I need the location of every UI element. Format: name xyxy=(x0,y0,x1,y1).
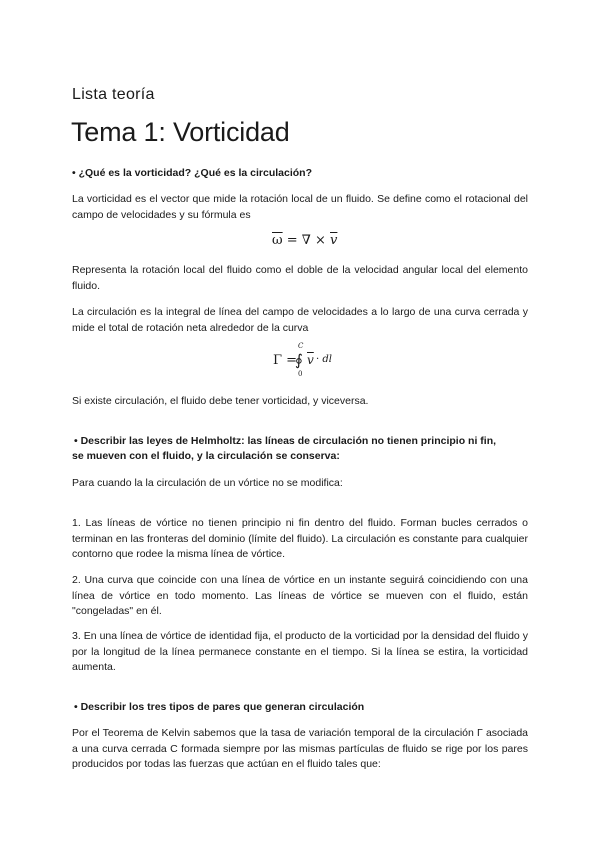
formula-circulation xyxy=(273,342,353,378)
formula-circulation-integral: ∮ xyxy=(295,351,303,369)
law-item-2: 2. Una curva que coincide con una línea de vórtice en un instante seguirá coincidiendo con una línea de vórtice en todo momento. Las líneas de vórtice se mueven con el fluido, están "congeladas" en él. xyxy=(72,574,528,617)
formula-vorticity-rhs: $\overline{v}$ xyxy=(330,233,338,248)
law-item-1: 1. Las líneas de vórtice no tienen principio ni fin dentro del fluido. Forman bucles cerrados o terminan en las fronteras del dominio (límite del fluido). La circulación es constante para cualquier contorno que rodee la misma línea de vórtice. xyxy=(72,517,528,560)
question-helmholtz-line1: • Describir las leyes de Helmholtz: las líneas de circulación no tienen principio ni fin, xyxy=(74,435,497,447)
question-helmholtz-line2: se mueven con el fluido, y la circulación se conserva: xyxy=(72,450,340,462)
formula-circulation-lhs: Γ = xyxy=(273,353,298,368)
formula-circulation-lower-limit: 0 xyxy=(298,370,303,378)
paragraph-circulation-vorticity: Si existe circulación, el fluido debe tener vorticidad, y viceversa. xyxy=(72,395,369,407)
law-item-3: 3. En una línea de vórtice de identidad fija, el producto de la vorticidad por la densidad del fluido y por la longitud de la línea permanece constante en el tiempo. Si la línea se estira, la vorticidad aumenta. xyxy=(72,630,528,673)
paragraph-circulation-definition: La circulación es la integral de línea del campo de velocidades a lo largo de una curva cerrada y mide el total de rotación neta alrededor de la curva xyxy=(72,306,528,334)
topic-heading: Tema 1: Vorticidad xyxy=(71,117,290,147)
formula-circulation-upper-limit: C xyxy=(298,342,304,350)
formula-vorticity-lhs: $\overline{\omega}$ xyxy=(272,233,283,248)
formula-vorticity xyxy=(272,233,337,248)
formula-circulation-velocity: $\overline{v}$ xyxy=(307,353,314,367)
paragraph-vorticity-definition: La vorticidad es el vector que mide la rotación local de un fluido. Se define como el rotacional del campo de velocidades y su fórmula es xyxy=(72,193,528,221)
formula-vorticity-operator: = ∇ × xyxy=(286,233,326,248)
question-vorticity: • ¿Qué es la vorticidad? ¿Qué es la circulación? xyxy=(72,167,312,179)
paragraph-vorticity-meaning: Representa la rotación local del fluido como el doble de la velocidad angular local del elemento fluido. xyxy=(72,264,528,292)
formula-circulation-dl: · dl xyxy=(316,354,332,365)
paragraph-helmholtz-intro: Para cuando la la circulación de un vórtice no se modifica: xyxy=(72,477,343,489)
question-circulation-pairs: • Describir los tres tipos de pares que generan circulación xyxy=(74,701,365,713)
paragraph-kelvin-theorem: Por el Teorema de Kelvin sabemos que la tasa de variación temporal de la circulación Γ asociada a una curva cerrada C formada siempre por las mismas partículas de fluido se rige por los pares producidos por todas las fuerzas que actúan en el fluido tales que: xyxy=(72,727,528,770)
document-title: Lista teoría xyxy=(72,86,155,103)
